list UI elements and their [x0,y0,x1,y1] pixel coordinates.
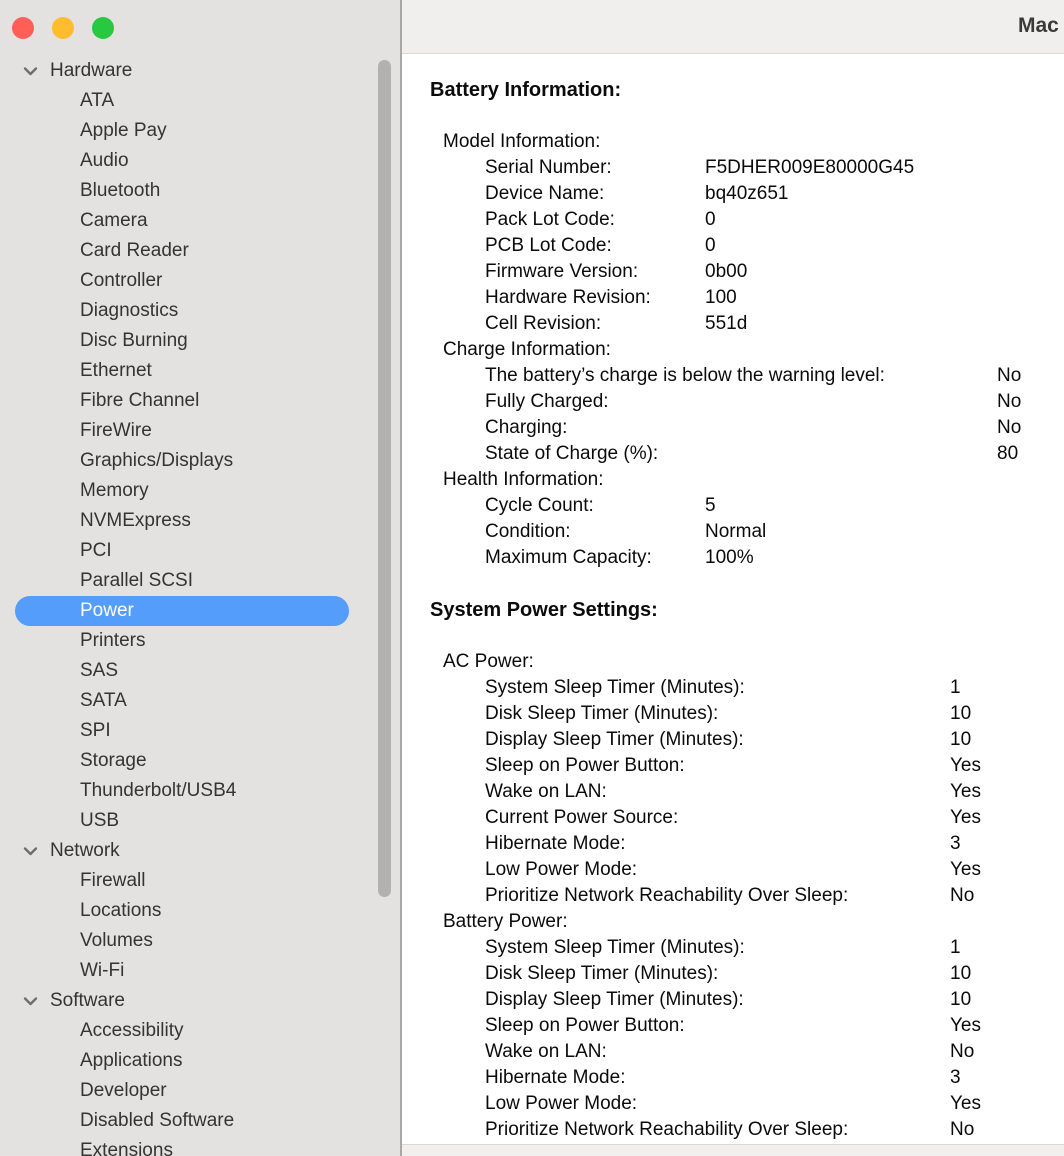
sidebar-item-label: Memory [80,480,149,501]
sidebar-item-disc-burning[interactable] [15,326,349,356]
sidebar-item-label: Thunderbolt/USB4 [80,780,237,801]
group-label: Health Information: [443,469,604,490]
info-label: Condition: [485,521,571,542]
sidebar-item-diagnostics[interactable] [15,296,349,326]
info-row [402,701,1064,727]
info-row [402,753,1064,779]
info-label: Sleep on Power Button: [485,1015,685,1036]
info-row [402,441,1064,467]
info-value: 1 [950,937,961,958]
info-label: Disk Sleep Timer (Minutes): [485,963,719,984]
sidebar-item-label: Printers [80,630,146,651]
info-value: 3 [950,1067,961,1088]
info-row [402,675,1064,701]
report-pane [402,0,1064,1156]
group-label: AC Power: [443,651,534,672]
info-row [402,857,1064,883]
info-row [402,285,1064,311]
minimize-button[interactable] [52,17,74,39]
sidebar-item-bluetooth[interactable] [15,176,349,206]
info-label: Device Name: [485,183,605,204]
sidebar-item-controller[interactable] [15,266,349,296]
info-value: 100 [705,287,737,308]
info-label: Prioritize Network Reachability Over Sleep: [485,885,849,906]
info-label: Hibernate Mode: [485,1067,626,1088]
sidebar-item-label: SATA [80,690,127,711]
info-value: Normal [705,521,767,542]
info-row [402,831,1064,857]
sidebar-item-label: Graphics/Displays [80,450,234,471]
info-value: F5DHER009E80000G45 [705,157,915,178]
info-label: System Sleep Timer (Minutes): [485,937,745,958]
info-value: Yes [950,755,981,776]
sidebar-item-label: Apple Pay [80,120,167,141]
sidebar-item-pci[interactable] [15,536,349,566]
info-value: No [997,417,1022,438]
sidebar-item-label: SPI [80,720,111,741]
sidebar-item-label: Disc Burning [80,330,188,351]
report-header [402,0,1064,54]
info-label: Hibernate Mode: [485,833,626,854]
info-label: Display Sleep Timer (Minutes): [485,989,744,1010]
sidebar-item-label: Disabled Software [80,1110,235,1131]
sidebar-item-usb[interactable] [15,806,349,836]
sidebar-section-network[interactable] [15,836,349,866]
sidebar-item-storage[interactable] [15,746,349,776]
sidebar-item-sas[interactable] [15,656,349,686]
info-row [402,545,1064,571]
sidebar-item-label: Audio [80,150,129,171]
info-row [402,311,1064,337]
group-label: Model Information: [443,131,601,152]
info-row [402,1065,1064,1091]
info-label: Low Power Mode: [485,1093,638,1114]
info-row [402,259,1064,285]
info-label: Wake on LAN: [485,1041,607,1062]
info-value: 10 [950,963,972,984]
info-row [402,415,1064,441]
info-value: 0 [705,209,716,230]
sidebar-item-memory[interactable] [15,476,349,506]
sidebar-section-label: Network [50,840,120,861]
sidebar-item-firewall[interactable] [15,866,349,896]
info-row [402,1117,1064,1143]
sidebar-item-label: Fibre Channel [80,390,200,411]
info-label: Cycle Count: [485,495,594,516]
info-label: Prioritize Network Reachability Over Sleep: [485,1119,849,1140]
sidebar-item-extensions[interactable] [15,1136,349,1156]
sidebar-scrollbar-thumb[interactable] [378,60,391,897]
info-value: 5 [705,495,716,516]
sidebar-section-label: Hardware [50,60,133,81]
sidebar-item-label: FireWire [80,420,152,441]
sidebar-item-parallel-scsi[interactable] [15,566,349,596]
sidebar-item-accessibility[interactable] [15,1016,349,1046]
sidebar-item-thunderbolt-usb4[interactable] [15,776,349,806]
sidebar-item-label: Camera [80,210,148,231]
sidebar-item-label: Wi-Fi [80,960,125,981]
info-value: 551d [705,313,748,334]
info-value: Yes [950,781,981,802]
info-row [402,233,1064,259]
info-label: Maximum Capacity: [485,547,652,568]
zoom-button[interactable] [92,17,114,39]
sidebar-section-software[interactable] [15,986,349,1016]
info-row [402,519,1064,545]
section-title: Battery Information: [430,79,622,101]
info-label: Charging: [485,417,568,438]
info-label: Wake on LAN: [485,781,607,802]
sidebar-item-wi-fi[interactable] [15,956,349,986]
sidebar-item-ethernet[interactable] [15,356,349,386]
sidebar-item-label: Developer [80,1080,167,1101]
info-label: Firmware Version: [485,261,639,282]
sidebar-item-label: Bluetooth [80,180,161,201]
info-row [402,363,1064,389]
info-label: Hardware Revision: [485,287,651,308]
sidebar-item-apple-pay[interactable] [15,116,349,146]
info-row [402,961,1064,987]
chevron-down-icon[interactable] [20,991,40,1011]
info-label: Sleep on Power Button: [485,755,685,776]
sidebar-item-power[interactable] [15,596,349,626]
sidebar-item-nvmexpress[interactable] [15,506,349,536]
info-row [402,935,1064,961]
info-row [402,207,1064,233]
info-value: 0 [705,235,716,256]
sidebar-item-graphics-displays[interactable] [15,446,349,476]
info-value: 10 [950,729,972,750]
sidebar-item-label: PCI [80,540,112,561]
info-label: Disk Sleep Timer (Minutes): [485,703,719,724]
sidebar-item-label: Card Reader [80,240,189,261]
info-row [402,493,1064,519]
sidebar-item-label: Storage [80,750,147,771]
sidebar-item-sata[interactable] [15,686,349,716]
info-row [402,181,1064,207]
sidebar-section-hardware[interactable] [15,56,349,86]
info-label: The battery’s charge is below the warning level: [485,365,885,386]
info-value: 10 [950,989,972,1010]
info-value: 3 [950,833,961,854]
sidebar-item-volumes[interactable] [15,926,349,956]
sidebar-item-firewire[interactable] [15,416,349,446]
info-label: System Sleep Timer (Minutes): [485,677,745,698]
group-label: Battery Power: [443,911,568,932]
sidebar-item-label: Accessibility [80,1020,184,1041]
sidebar [0,0,402,1156]
info-row [402,1039,1064,1065]
info-label: Display Sleep Timer (Minutes): [485,729,744,750]
info-label: Fully Charged: [485,391,609,412]
info-value: Yes [950,807,981,828]
info-row [402,1091,1064,1117]
sidebar-item-card-reader[interactable] [15,236,349,266]
sidebar-item-label: SAS [80,660,119,681]
sidebar-item-label: Ethernet [80,360,152,381]
info-label: Low Power Mode: [485,859,638,880]
blank-line [402,623,1064,649]
sidebar-item-label: Power [80,600,134,621]
info-value: bq40z651 [705,183,789,204]
info-label: PCB Lot Code: [485,235,612,256]
info-value: No [950,1041,975,1062]
info-row [402,987,1064,1013]
info-value: No [950,1119,975,1140]
info-value: Yes [950,859,981,880]
info-label: State of Charge (%): [485,443,659,464]
sidebar-section-label: Software [50,990,125,1011]
info-value: 80 [997,443,1019,464]
info-value: 1 [950,677,961,698]
sidebar-item-fibre-channel[interactable] [15,386,349,416]
sidebar-item-label: Applications [80,1050,183,1071]
chevron-down-icon[interactable] [20,841,40,861]
blank-line [402,571,1064,597]
info-row [402,155,1064,181]
sidebar-item-audio[interactable] [15,146,349,176]
info-row [402,727,1064,753]
info-label: Current Power Source: [485,807,679,828]
sidebar-item-label: USB [80,810,120,831]
bottom-bar [402,1144,1064,1156]
info-row [402,883,1064,909]
sidebar-item-ata[interactable] [15,86,349,116]
info-label: Cell Revision: [485,313,602,334]
sidebar-item-developer[interactable] [15,1076,349,1106]
chevron-down-icon[interactable] [20,61,40,81]
sidebar-item-camera[interactable] [15,206,349,236]
info-value: No [950,885,975,906]
info-label: Serial Number: [485,157,612,178]
info-value: 10 [950,703,972,724]
sidebar-item-locations[interactable] [15,896,349,926]
window-title: Mac [1018,14,1059,37]
sidebar-tree [0,56,400,1156]
info-value: Yes [950,1093,981,1114]
info-value: No [997,365,1022,386]
window-controls [12,17,114,39]
info-value: 100% [705,547,754,568]
sidebar-item-label: NVMExpress [80,510,191,531]
group-label: Charge Information: [443,339,611,360]
sidebar-item-label: Locations [80,900,162,921]
sidebar-item-label: Extensions [80,1140,173,1156]
sidebar-item-printers[interactable] [15,626,349,656]
sidebar-item-label: ATA [80,90,115,111]
sidebar-item-spi[interactable] [15,716,349,746]
info-row [402,1013,1064,1039]
info-row [402,805,1064,831]
sidebar-item-label: Controller [80,270,163,291]
sidebar-item-label: Volumes [80,930,153,951]
info-label: Pack Lot Code: [485,209,615,230]
sidebar-item-applications[interactable] [15,1046,349,1076]
info-row [402,779,1064,805]
blank-line [402,103,1064,129]
report-body [402,54,1064,1143]
info-value: 0b00 [705,261,748,282]
sidebar-item-label: Parallel SCSI [80,570,193,591]
sidebar-item-label: Diagnostics [80,300,179,321]
sidebar-item-disabled-software[interactable] [15,1106,349,1136]
section-title: System Power Settings: [430,599,658,621]
info-value: No [997,391,1022,412]
info-row [402,389,1064,415]
close-button[interactable] [12,17,34,39]
sidebar-item-label: Firewall [80,870,146,891]
info-value: Yes [950,1015,981,1036]
